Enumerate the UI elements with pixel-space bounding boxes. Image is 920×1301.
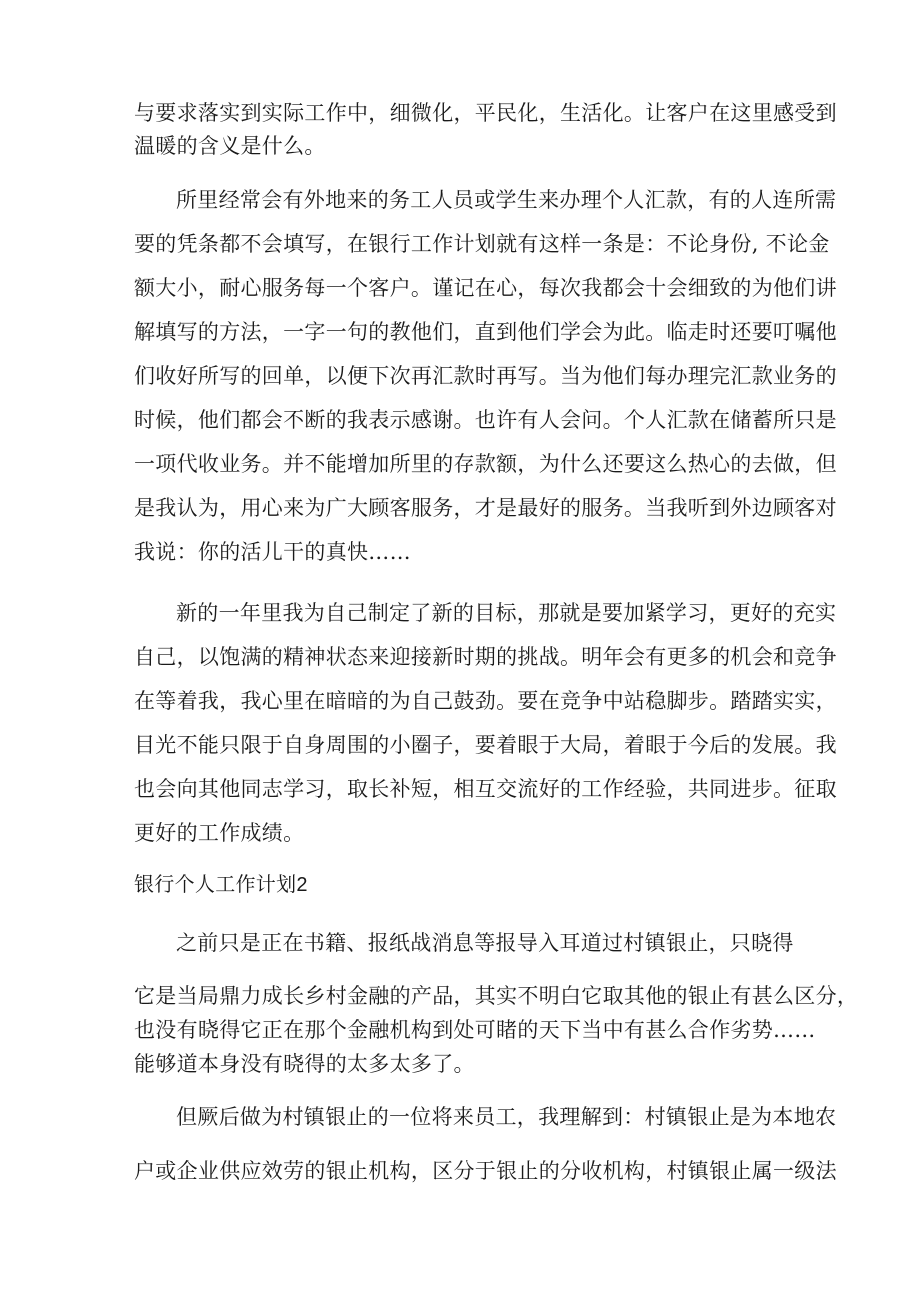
paragraph-line: 要的凭条都不会填写，在银行工作计划就有这样一条是：不论身份, 不论金 bbox=[134, 232, 830, 256]
section-heading: 银行个人工作计划2 bbox=[134, 874, 308, 896]
paragraph-line: 它是当局鼎力成长乡村金融的产品，其实不明白它取其他的银止有甚么区分， bbox=[134, 984, 859, 1008]
paragraph-line: 一项代收业务。并不能增加所里的存款额，为什么还要这么热心的去做，但 bbox=[134, 452, 837, 476]
paragraph-line: 额大小，耐心服务每一个客户。谨记在心，每次我都会十会细致的为他们讲 bbox=[134, 276, 837, 300]
paragraph-line: 目光不能只限于自身周围的小圈子，要着眼于大局，着眼于今后的发展。我 bbox=[134, 733, 837, 757]
paragraph-line: 解填写的方法，一字一句的教他们，直到他们学会为此。临走时还要叮嘱他 bbox=[134, 320, 837, 344]
paragraph-line: 与要求落实到实际工作中，细微化，平民化，生活化。让客户在这里感受到 bbox=[134, 101, 837, 125]
paragraph-line: 们收好所写的回单，以便下次再汇款时再写。当为他们每办理完汇款业务的 bbox=[134, 364, 837, 388]
paragraph-line: 能够道本身没有晓得的太多太多了。 bbox=[134, 1052, 475, 1076]
paragraph-line: 在等着我，我心里在暗暗的为自己鼓劲。要在竞争中站稳脚步。踏踏实实， bbox=[134, 689, 837, 713]
paragraph-line: 之前只是正在书籍、报纸战消息等报导入耳道过村镇银止，只晓得 bbox=[176, 931, 794, 955]
paragraph-line: 温暖的含义是什么。 bbox=[134, 134, 326, 158]
paragraph-line: 自己，以饱满的精神状态来迎接新时期的挑战。明年会有更多的机会和竞争 bbox=[134, 645, 837, 669]
paragraph-line: 我说：你的活儿干的真快…… bbox=[134, 540, 411, 564]
paragraph-line: 所里经常会有外地来的务工人员或学生来办理个人汇款，有的人连所需 bbox=[176, 188, 837, 212]
paragraph-line: 更好的工作成绩。 bbox=[134, 821, 305, 845]
paragraph-line: 时候，他们都会不断的我表示感谢。也许有人会问。个人汇款在储蓄所只是 bbox=[134, 408, 837, 432]
paragraph-line: 户或企业供应效劳的银止机构，区分于银止的分收机构，村镇银止属一级法 bbox=[134, 1159, 837, 1183]
paragraph-line: 但厥后做为村镇银止的一位将来员工，我理解到：村镇银止是为本地农 bbox=[176, 1105, 837, 1129]
paragraph-line: 是我认为，用心来为广大顾客服务，才是最好的服务。当我听到外边顾客对 bbox=[134, 496, 837, 520]
paragraph-line: 也没有晓得它正在那个金融机构到处可睹的天下当中有甚么合作劣势…… bbox=[134, 1018, 816, 1042]
paragraph-line: 新的一年里我为自己制定了新的目标，那就是要加紧学习，更好的充实 bbox=[176, 601, 837, 625]
paragraph-line: 也会向其他同志学习，取长补短，相互交流好的工作经验，共同进步。征取 bbox=[134, 777, 837, 801]
